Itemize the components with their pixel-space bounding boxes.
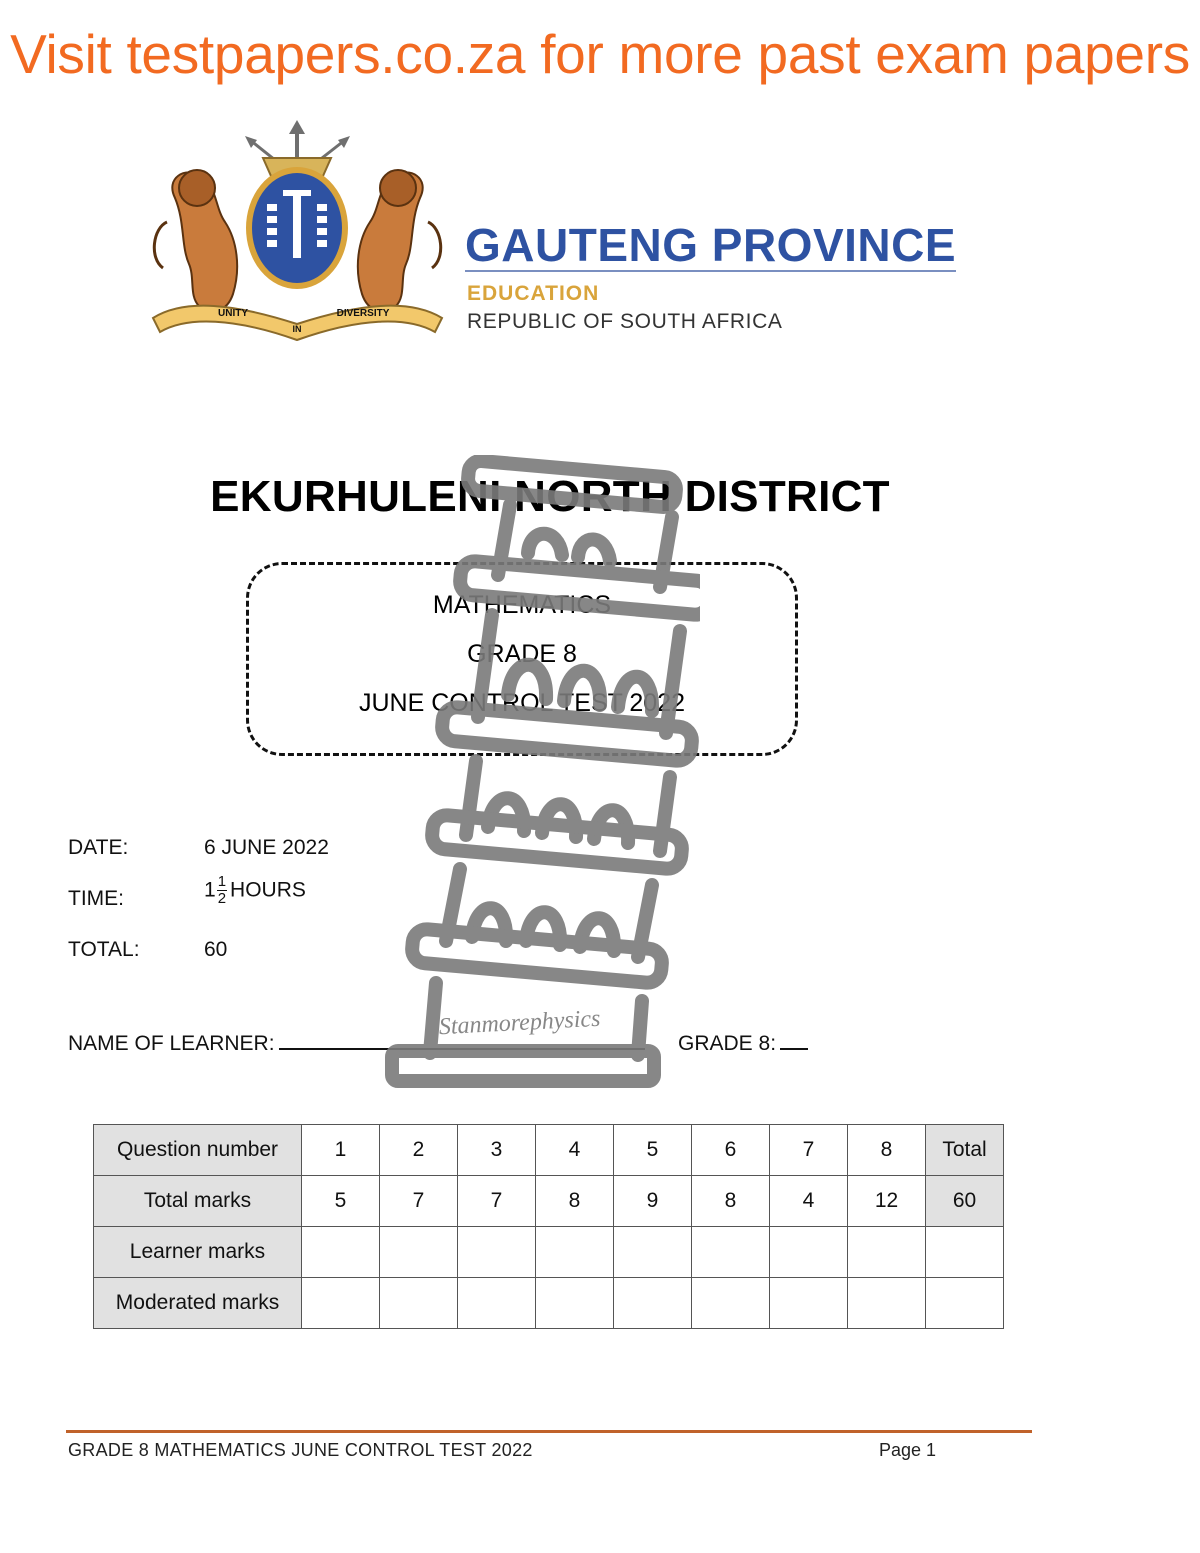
time-unit: HOURS [230, 878, 306, 902]
moderated-mark-cell[interactable] [692, 1278, 770, 1329]
moderated-mark-cell[interactable] [380, 1278, 458, 1329]
total-mark-cell: 7 [458, 1176, 536, 1227]
learner-grade-field[interactable] [780, 1030, 808, 1050]
total-mark-cell: 8 [536, 1176, 614, 1227]
column-header: 3 [458, 1125, 536, 1176]
column-header: 6 [692, 1125, 770, 1176]
leaning-tower-watermark-icon [380, 455, 700, 1095]
moderated-mark-cell[interactable] [848, 1278, 926, 1329]
learner-total-cell[interactable] [926, 1227, 1004, 1278]
footer-title: GRADE 8 MATHEMATICS JUNE CONTROL TEST 2022 [68, 1440, 533, 1460]
moderated-mark-cell[interactable] [458, 1278, 536, 1329]
learner-grade-label: GRADE 8: [678, 1032, 777, 1055]
subject-name: MATHEMATICS [432, 591, 612, 619]
motto-left: UNITY [218, 308, 248, 319]
learner-mark-cell[interactable] [380, 1227, 458, 1278]
column-header: 4 [536, 1125, 614, 1176]
table-row [94, 1176, 1004, 1227]
total-mark-cell: 8 [692, 1176, 770, 1227]
total-marks-label: Total marks [94, 1176, 302, 1227]
time-denominator: 2 [217, 890, 227, 907]
total-mark-cell: 7 [380, 1176, 458, 1227]
total-mark-cell: 4 [770, 1176, 848, 1227]
learner-mark-cell[interactable] [614, 1227, 692, 1278]
watermark-text: Stanmorephysics [438, 1005, 602, 1041]
left-lion-icon [154, 170, 237, 311]
moderated-mark-cell[interactable] [614, 1278, 692, 1329]
time-numerator: 1 [217, 873, 227, 890]
country-label: REPUBLIC OF SOUTH AFRICA [467, 310, 783, 333]
learner-mark-cell[interactable] [848, 1227, 926, 1278]
footer-divider [66, 1430, 1032, 1433]
moderated-mark-cell[interactable] [770, 1278, 848, 1329]
column-header: 7 [770, 1125, 848, 1176]
right-lion-icon [358, 170, 441, 311]
time-fraction [217, 874, 227, 907]
column-header: 5 [614, 1125, 692, 1176]
promo-banner[interactable]: Visit testpapers.co.za for more past exam papers [10, 23, 1190, 85]
total-value: 60 [204, 938, 228, 961]
coat-of-arms-logo [145, 118, 450, 350]
total-column-header: Total [926, 1125, 1004, 1176]
moderated-mark-cell[interactable] [302, 1278, 380, 1329]
total-mark-cell: 5 [302, 1176, 380, 1227]
date-label: DATE: [68, 836, 129, 859]
learner-mark-cell[interactable] [302, 1227, 380, 1278]
motto-center: IN [292, 324, 302, 334]
education-label: EDUCATION [467, 282, 600, 305]
test-title: JUNE CONTROL TEST 2022 [358, 689, 686, 717]
motto-right: DIVERSITY [336, 308, 390, 319]
moderated-total-cell[interactable] [926, 1278, 1004, 1329]
table-row [94, 1125, 1004, 1176]
table-row [94, 1278, 1004, 1329]
time-label: TIME: [68, 887, 124, 910]
question-number-header: Question number [94, 1125, 302, 1176]
learner-mark-cell[interactable] [692, 1227, 770, 1278]
province-title: GAUTENG PROVINCE [465, 219, 957, 271]
district-title: EKURHULENI NORTH DISTRICT [210, 472, 890, 521]
marks-table [93, 1124, 1004, 1329]
column-header: 8 [848, 1125, 926, 1176]
learner-mark-cell[interactable] [770, 1227, 848, 1278]
column-header: 2 [380, 1125, 458, 1176]
learner-marks-label: Learner marks [94, 1227, 302, 1278]
time-value [204, 874, 306, 907]
learner-mark-cell[interactable] [458, 1227, 536, 1278]
total-mark-cell: 9 [614, 1176, 692, 1227]
time-whole: 1 [204, 878, 216, 902]
learner-name-label: NAME OF LEARNER: [68, 1032, 275, 1055]
moderated-mark-cell[interactable] [536, 1278, 614, 1329]
total-label: TOTAL: [68, 938, 140, 961]
table-row [94, 1227, 1004, 1278]
grand-total-cell: 60 [926, 1176, 1004, 1227]
moderated-marks-label: Moderated marks [94, 1278, 302, 1329]
grade-label: GRADE 8 [467, 640, 577, 668]
total-mark-cell: 12 [848, 1176, 926, 1227]
page-number: Page 1 [879, 1440, 937, 1460]
column-header: 1 [302, 1125, 380, 1176]
learner-mark-cell[interactable] [536, 1227, 614, 1278]
date-value: 6 JUNE 2022 [204, 836, 329, 859]
